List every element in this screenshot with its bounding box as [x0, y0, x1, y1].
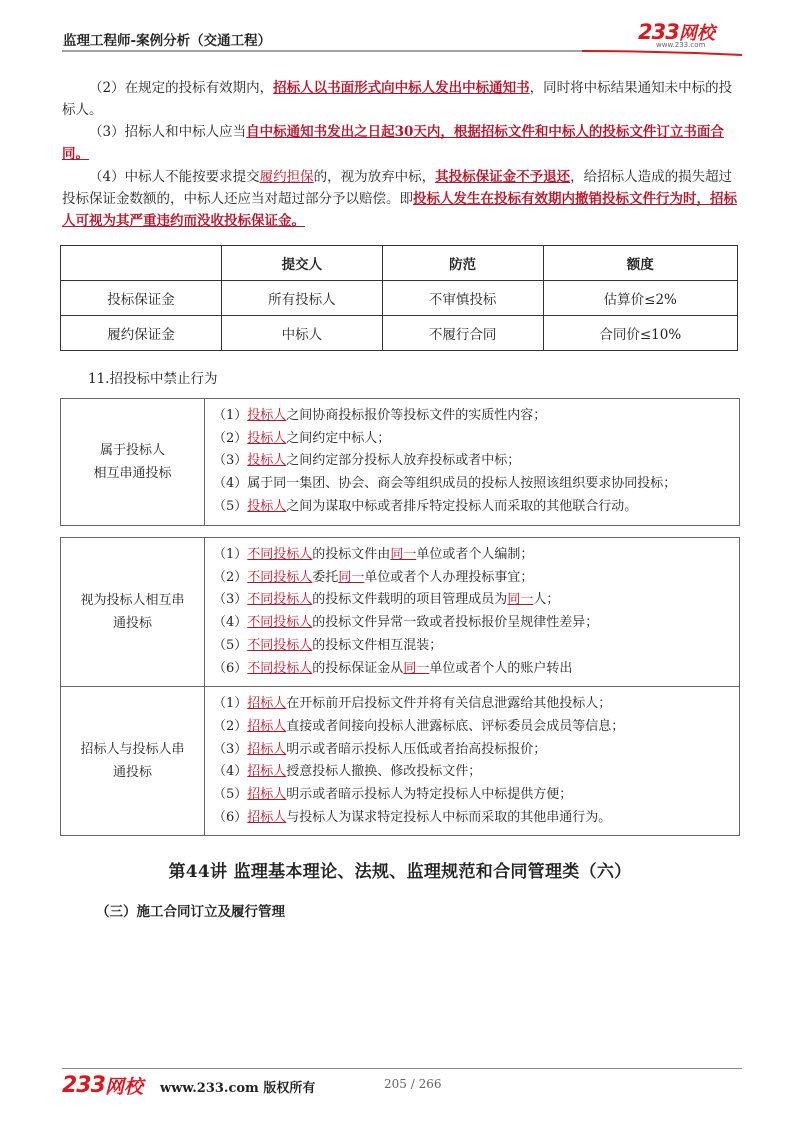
guarantee-table	[60, 245, 738, 351]
header-title: 监理工程师-案例分析（交通工程）	[63, 33, 272, 49]
category-cell: 属于投标人 相互串通投标	[61, 399, 205, 526]
list-item: （5）不同投标人的投标文件相互混装；	[213, 637, 443, 653]
rules-table-deemed-collusion	[60, 537, 740, 836]
list-item: （6）招标人与投标人为谋求特定投标人中标而采取的其他串通行为。	[213, 809, 612, 825]
list-item: （4）属于同一集团、协会、商会等组织成员的投标人按照该组织要求协同投标；	[213, 476, 677, 492]
items-cell	[205, 538, 740, 687]
category-cell: 视为投标人相互串 通投标	[61, 538, 205, 687]
table-row: 投标保证金 所有投标人 不审慎投标 估算价≤2%	[61, 281, 738, 316]
list-item: （3）招标人明示或者暗示投标人压低或者抬高投标报价；	[213, 741, 547, 757]
lecture-title: 第44讲 监理基本理论、法规、监理规范和合同管理类（六）	[168, 862, 632, 882]
footer-copyright: www.233.com 版权所有	[160, 1081, 316, 1096]
list-item: （2）招标人直接或者间接向投标人泄露标底、评标委员会成员等信息；	[213, 718, 625, 734]
list-item: （3）不同投标人的投标文件载明的项目管理成员为同一人；	[213, 592, 560, 608]
footer-divider	[62, 1068, 742, 1069]
rules-table-bidder-collusion	[60, 398, 740, 526]
table-header-row: 提交人 防范 额度	[61, 246, 738, 281]
logo-digits: 233	[62, 1073, 105, 1098]
list-item: （3）投标人之间约定部分投标人放弃投标或者中标；	[213, 453, 521, 469]
logo-text: 网校	[104, 1076, 143, 1098]
header-divider	[62, 49, 742, 57]
table-row: 履约保证金 中标人 不履行合同 合同价≤10%	[61, 316, 738, 351]
page-number: 205 / 266	[384, 1077, 442, 1091]
logo-digits: 233	[638, 20, 679, 44]
list-item: （5）投标人之间为谋取中标或者排斥特定投标人而采取的其他联合行动。	[213, 498, 638, 514]
subsection-title: （三）施工合同订立及履行管理	[96, 904, 285, 920]
list-item: （2）投标人之间约定中标人；	[213, 430, 391, 446]
footer-logo	[62, 1072, 143, 1099]
list-item: （1）不同投标人的投标文件由同一单位或者个人编制；	[213, 547, 534, 562]
list-item: （5）招标人明示或者暗示投标人为特定投标人中标提供方便；	[213, 787, 573, 803]
list-item: （2）不同投标人委托同一单位或者个人办理投标事宜；	[213, 569, 534, 585]
paragraph-performance: （4）中标人不能按要求提交履约担保的，视为放弃中标，其投标保证金不予退还，给招标人造成的损失超过投标保证金数额的，中标人还应当对超过部分予以赔偿。即投标人发生在投标有效期内撤销投标文件行为时，招标人可视为其严重违约而没收投标保证金。	[62, 169, 737, 229]
highlight-text: 自中标通知书发出之日起30天内，根据招标文件和中标人的投标文件订立书面合同。	[62, 124, 724, 162]
highlight-text: 招标人以书面形式向中标人发出中标通知书	[273, 80, 530, 96]
logo-url: www.233.com	[656, 41, 706, 49]
list-item: （1）投标人之间协商投标报价等投标文件的实质性内容；	[213, 408, 547, 423]
category-cell: 招标人与投标人串 通投标	[61, 687, 205, 836]
list-item: （4）招标人授意投标人撤换、修改投标文件；	[213, 764, 482, 780]
items-cell	[205, 687, 740, 836]
list-item: （6）不同投标人的投标保证金从同一单位或者个人的账户转出	[213, 660, 573, 676]
section-title: 11.招投标中禁止行为	[88, 371, 218, 387]
paragraph-contract: （3）招标人和中标人应当自中标通知书发出之日起30天内，根据招标文件和中标人的投标文件订立书面合同。	[62, 124, 724, 162]
paragraph-notice: （2）在规定的投标有效期内，招标人以书面形式向中标人发出中标通知书，同时将中标结果通知未中标的投标人。	[62, 80, 733, 118]
items-cell	[205, 399, 740, 526]
logo-text: 网校	[678, 23, 715, 44]
highlight-text: 投标人发生在投标有效期内撤销投标文件行为时，招标人可视为其严重违约而没收投标保证金。	[62, 191, 737, 229]
highlight-text: 履约担保	[259, 169, 314, 185]
list-item: （1）招标人在开标前开启投标文件并将有关信息泄露给其他投标人；	[213, 696, 612, 712]
highlight-text: 其投标保证金不予退还	[435, 169, 571, 185]
list-item: （4）不同投标人的投标文件异常一致或者投标报价呈规律性差异；	[213, 615, 599, 631]
header-logo	[638, 19, 715, 49]
